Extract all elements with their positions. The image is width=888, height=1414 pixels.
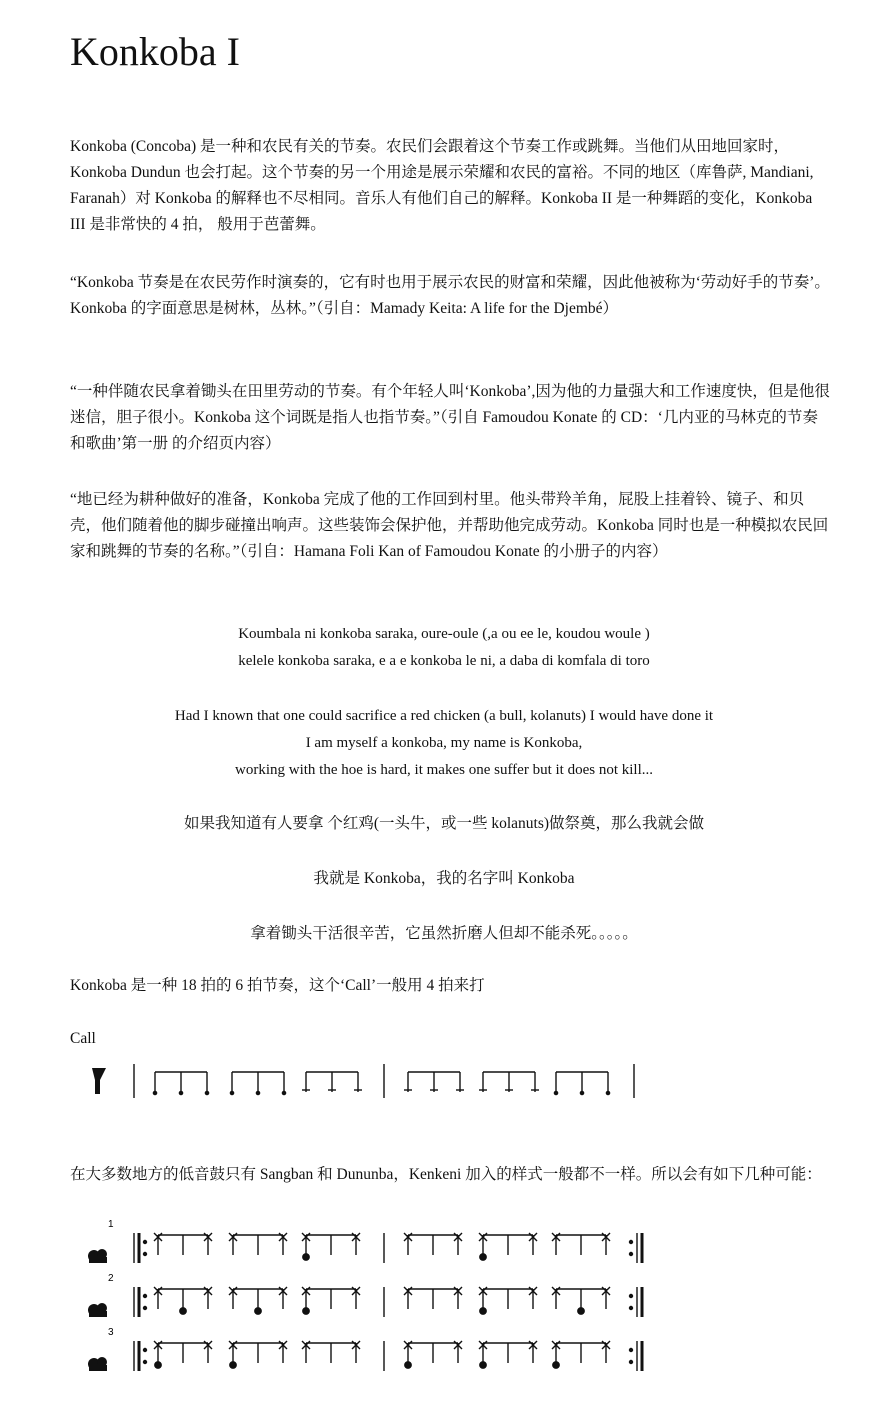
pattern-number-2: 2 bbox=[108, 1273, 114, 1284]
meter-description: Konkoba 是一种 18 拍的 6 拍节奏，这个‘Call’一般用 4 拍来打 bbox=[70, 977, 485, 994]
intro-paragraph: Konkoba (Concoba) 是一种和农民有关的节奏。农民们会跟着这个节奏工作或跳舞。当他们从田地回家时，Konkoba Dundun 也会打起。这个节奏的另一个用途是展示荣耀和农民的富裕。不同的地区（库鲁萨, Mandiani, Faranah）对 Konkoba 的解释也不尽相同。音乐人有他们自己的解释。Konkoba II 是一种舞蹈的变化，Konkoba III 是非常快的 4 拍， 般用于芭蕾舞。 bbox=[70, 138, 814, 233]
pattern-number-1: 1 bbox=[108, 1219, 114, 1230]
chinese-line-3: 拿着锄头干活很辛苦，它虽然折磨人但却不能杀死。。。。。 bbox=[250, 925, 638, 942]
english-line-2: I am myself a konkoba, my name is Konkoba, bbox=[305, 735, 583, 751]
call-notation bbox=[0, 1060, 888, 1105]
quote-paragraph-konate-booklet: “地已经为耕种做好的准备，Konkoba 完成了他的工作回到村里。他头带羚羊角，屁股上挂着铃、镜子、和贝壳，他们随着他的脚步碰撞出响声。这些装饰会保护他，并帮助他完成劳动。Konkoba 同时也是一种模拟农民回家和跳舞的节奏的名称。”（引自：Hamana Foli Kan of Famoudou Konate 的小册子的内容） bbox=[70, 491, 829, 560]
call-label: Call bbox=[70, 1030, 96, 1047]
dundun-pattern-3 bbox=[0, 1323, 888, 1378]
dundun-icon bbox=[88, 1303, 107, 1317]
song-line-2: kelele konkoba saraka, e a e konkoba le ni, a daba di komfala di toro bbox=[238, 653, 650, 669]
bass-description: 在大多数地方的低音鼓只有 Sangban 和 Dununba，Kenkeni 加入的样式一般都不一样。所以会有如下几种可能： bbox=[70, 1166, 822, 1183]
dundun-icon bbox=[88, 1357, 107, 1371]
dundun-icon bbox=[88, 1249, 107, 1263]
pattern-number-3: 3 bbox=[108, 1327, 114, 1338]
chinese-line-2: 我就是 Konkoba，我的名字叫 Konkoba bbox=[313, 870, 575, 887]
quote-paragraph-keita: “Konkoba 节奏是在农民劳作时演奏的，它有时也用于展示农民的财富和荣耀，因此他被称为‘劳动好手的节奏’。Konkoba 的字面意思是树林，丛林。”（引自：Mamady Keita: A life for the Djembé） bbox=[70, 274, 830, 317]
dundun-pattern-1 bbox=[0, 1215, 888, 1270]
chinese-line-1: 如果我知道有人要拿 个红鸡(一头牛，或一些 kolanuts)做祭奠，那么我就会做 bbox=[183, 815, 705, 832]
song-line-1: Koumbala ni konkoba saraka, oure-oule (,a ou ee le, koudou woule ) bbox=[238, 626, 650, 642]
quote-paragraph-konate-cd: “一种伴随农民拿着锄头在田里劳动的节奏。有个年轻人叫‘Konkoba’,因为他的力量强大和工作速度快，但是他很迷信，胆子很小。Konkoba 这个词既是指人也指节奏。”（引自 Famoudou Konate 的 CD：‘几内亚的马林克的节奏和歌曲’第一册 的介绍页内容） bbox=[70, 383, 830, 452]
page-title: Konkoba I bbox=[70, 29, 240, 74]
english-line-3: working with the hoe is hard, it makes one suffer but it does not kill... bbox=[235, 762, 653, 778]
djembe-icon bbox=[92, 1068, 106, 1094]
dundun-pattern-2 bbox=[0, 1269, 888, 1324]
english-line-1: Had I known that one could sacrifice a red chicken (a bull, kolanuts) I would have done it bbox=[174, 708, 714, 724]
